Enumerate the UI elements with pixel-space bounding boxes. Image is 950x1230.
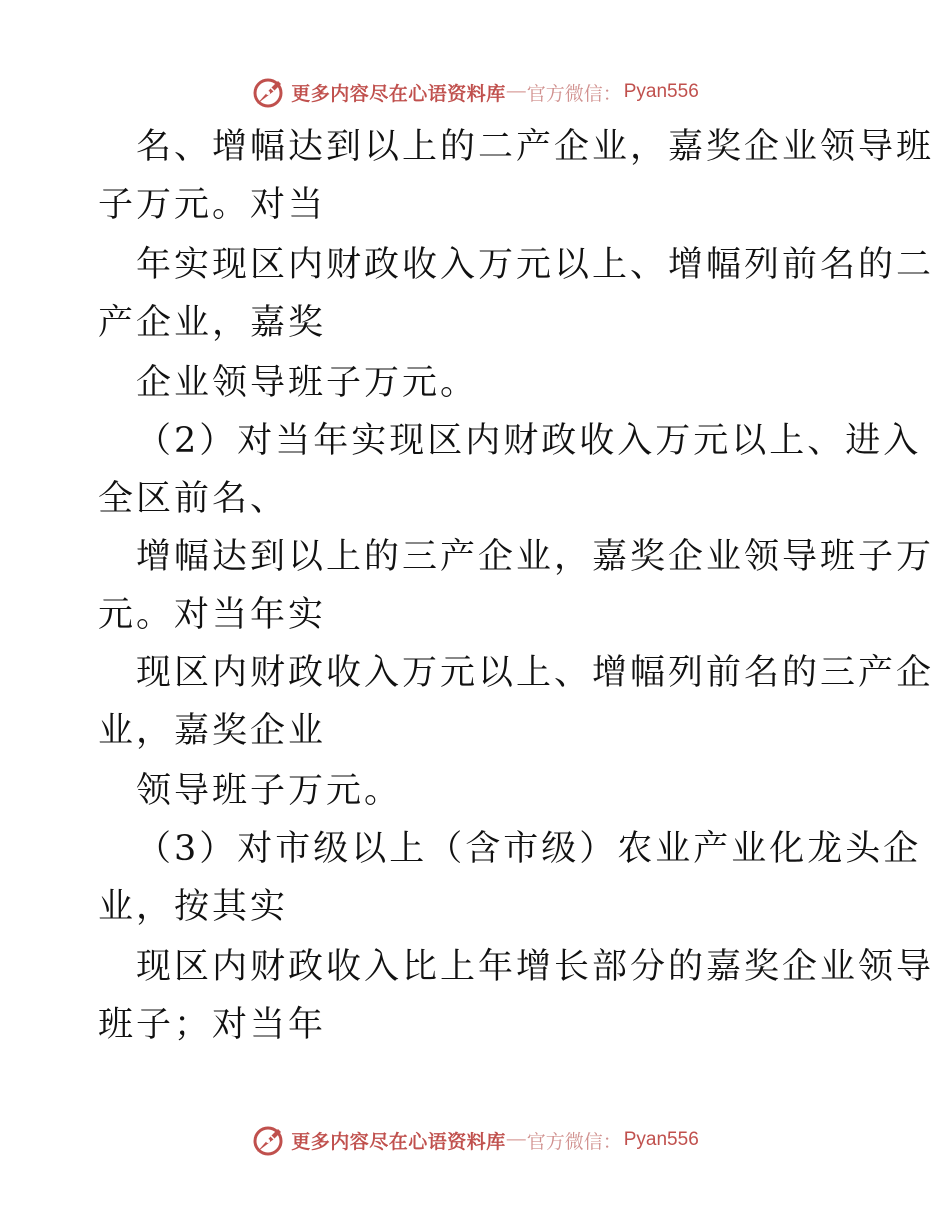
footer-watermark — [0, 1120, 950, 1160]
watermark-dash: — — [506, 1129, 526, 1150]
body-line: 全区前名、 — [98, 479, 289, 519]
watermark-wechat-label: 官方微信： — [526, 82, 622, 105]
watermark-site-name: 更多内容尽在心语资料库 — [291, 82, 506, 105]
body-line: 企业领导班子万元。 — [136, 363, 479, 403]
body-line: 班子；对当年 — [98, 1005, 327, 1045]
watermark-wechat-id: Pyan556 — [623, 81, 699, 102]
pen-nib-logo-icon — [251, 1122, 287, 1158]
watermark-dash: — — [506, 81, 526, 102]
body-line: 名、增幅达到以上的二产企业，嘉奖企业领导班 — [136, 127, 935, 167]
body-line: 现区内财政收入万元以上、增幅列前名的三产企 — [136, 653, 935, 693]
watermark-wechat-id: Pyan556 — [623, 1129, 699, 1150]
watermark-wechat-label: 官方微信： — [526, 1130, 622, 1153]
body-line: 元。对当年实 — [98, 595, 327, 635]
body-line: 产企业，嘉奖 — [98, 303, 327, 343]
body-line: 子万元。对当 — [98, 185, 327, 225]
body-line: 领导班子万元。 — [136, 771, 403, 811]
body-line: 现区内财政收入比上年增长部分的嘉奖企业领导 — [136, 947, 935, 987]
watermark-site-name: 更多内容尽在心语资料库 — [291, 1130, 506, 1153]
body-line: （2）对当年实现区内财政收入万元以上、进入 — [136, 421, 922, 461]
pen-nib-logo-icon — [251, 74, 287, 110]
body-line: 年实现区内财政收入万元以上、增幅列前名的二 — [136, 245, 935, 285]
body-line: 增幅达到以上的三产企业，嘉奖企业领导班子万 — [136, 537, 935, 577]
body-line: （3）对市级以上（含市级）农业产业化龙头企 — [136, 829, 922, 869]
body-line: 业，按其实 — [98, 887, 289, 927]
header-watermark — [0, 72, 950, 112]
body-line: 业，嘉奖企业 — [98, 711, 327, 751]
